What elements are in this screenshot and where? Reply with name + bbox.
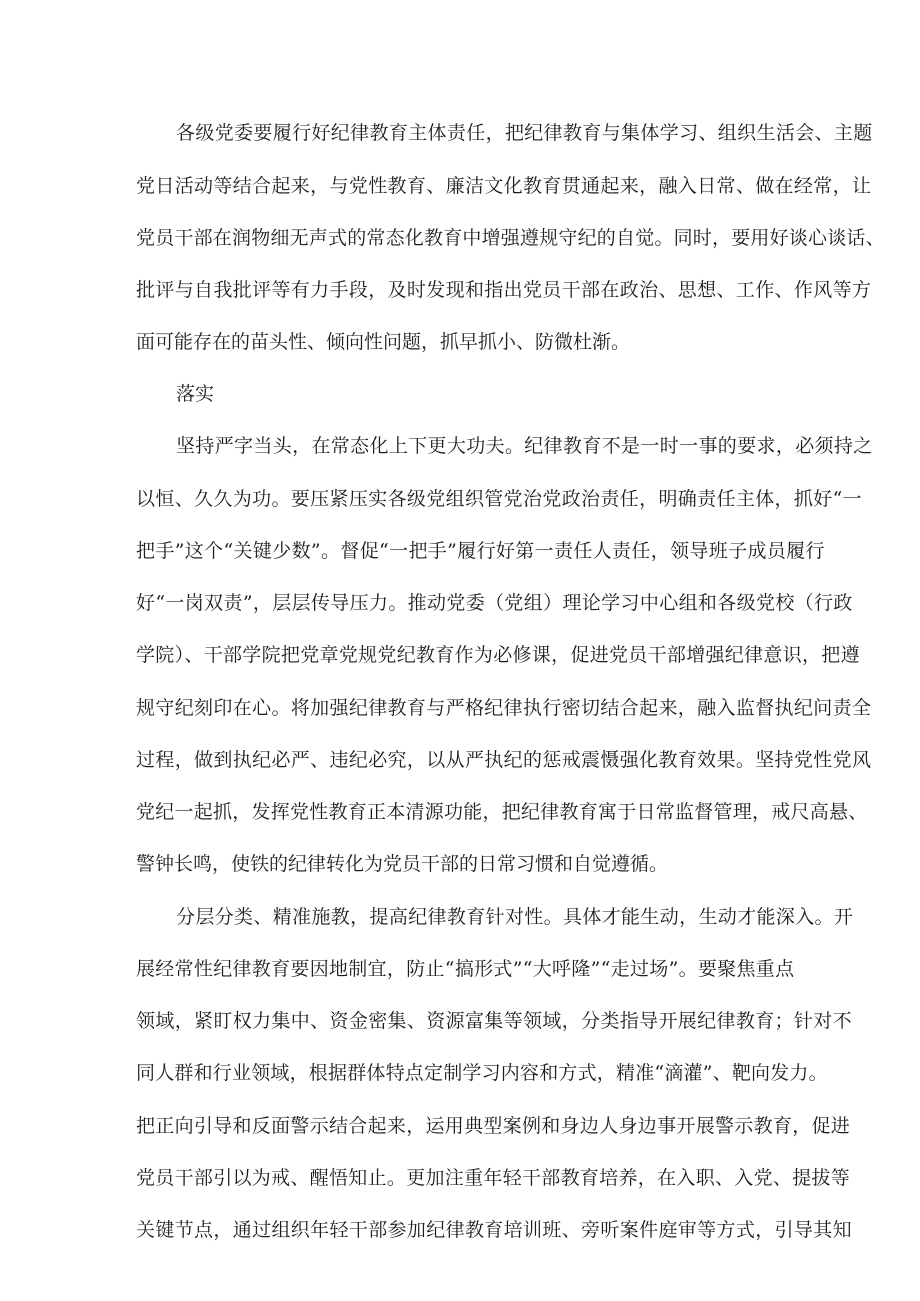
section-heading: 落实: [176, 383, 215, 405]
paragraph-1-line-3: 党员干部在润物细无声式的常态化教育中增强遵规守纪的自觉。同时，要用好谈心谈话、: [136, 227, 885, 249]
paragraph-3-line-7: 过程，做到执纪必严、违纪必究，以从严执纪的惩戒震慑强化教育效果。坚持党性党风: [136, 749, 872, 771]
paragraph-3-line-8: 党纪一起抓，发挥党性教育正本清源功能，把纪律教育寓于日常监督管理，戒尺高悬、: [136, 801, 868, 823]
paragraph-3-line-4: 好“一岗双责”，层层传导压力。推动党委（党组）理论学习中心组和各级党校（行政: [136, 592, 853, 614]
paragraph-3-line-5: 学院）、干部学院把党章党规党纪教育作为必修课，促进党员干部增强纪律意识，把遵: [136, 644, 860, 666]
paragraph-4-line-3: 领域，紧盯权力集中、资金密集、资源富集等领域，分类指导开展纪律教育；针对不: [136, 1010, 852, 1032]
paragraph-1-line-5: 面可能存在的苗头性、倾向性问题，抓早抓小、防微杜渐。: [136, 331, 631, 353]
paragraph-4-line-2: 展经常性纪律教育要因地制宜，防止“搞形式”“大呼隆”“走过场”。要聚焦重点: [136, 958, 795, 980]
paragraph-3-line-1: 坚持严字当头，在常态化上下更大功夫。纪律教育不是一时一事的要求，必须持之: [176, 435, 873, 457]
paragraph-3-line-9: 警钟长鸣，使铁的纪律转化为党员干部的日常习惯和自觉遵循。: [136, 853, 669, 875]
paragraph-4-line-6: 党员干部引以为戒、醒悟知止。更加注重年轻干部教育培养，在入职、入党、提拔等: [136, 1167, 851, 1189]
paragraph-1-line-4: 批评与自我批评等有力手段，及时发现和指出党员干部在政治、思想、工作、作风等方: [136, 279, 872, 301]
paragraph-3-line-6: 规守纪刻印在心。将加强纪律教育与严格纪律执行密切结合起来，融入监督执纪问责全: [136, 697, 872, 719]
paragraph-1-line-1: 各级党委要履行好纪律教育主体责任，把纪律教育与集体学习、组织生活会、主题: [176, 122, 873, 144]
paragraph-4-line-1: 分层分类、精准施教，提高纪律教育针对性。具体才能生动，生动才能深入。开: [176, 906, 854, 928]
paragraph-1-line-2: 党日活动等结合起来，与党性教育、廉洁文化教育贯通起来，融入日常、做在经常，让: [136, 175, 872, 197]
paragraph-3-line-2: 以恒、久久为功。要压紧压实各级党组织管党治党政治责任，明确责任主体，抓好“一: [136, 488, 863, 510]
paragraph-3-line-3: 把手”这个“关键少数”。督促“一把手”履行好第一责任人责任，领导班子成员履行: [136, 540, 825, 562]
paragraph-4-line-5: 把正向引导和反面警示结合起来，运用典型案例和身边人身边事开展警示教育，促进: [136, 1115, 851, 1137]
paragraph-4-line-4: 同人群和行业领域，根据群体特点定制学习内容和方式，精准“滴灌”、靶向发力。: [136, 1062, 828, 1084]
paragraph-4-line-7: 关键节点，通过组织年轻干部参加纪律教育培训班、旁听案件庭审等方式，引导其知: [136, 1219, 852, 1241]
